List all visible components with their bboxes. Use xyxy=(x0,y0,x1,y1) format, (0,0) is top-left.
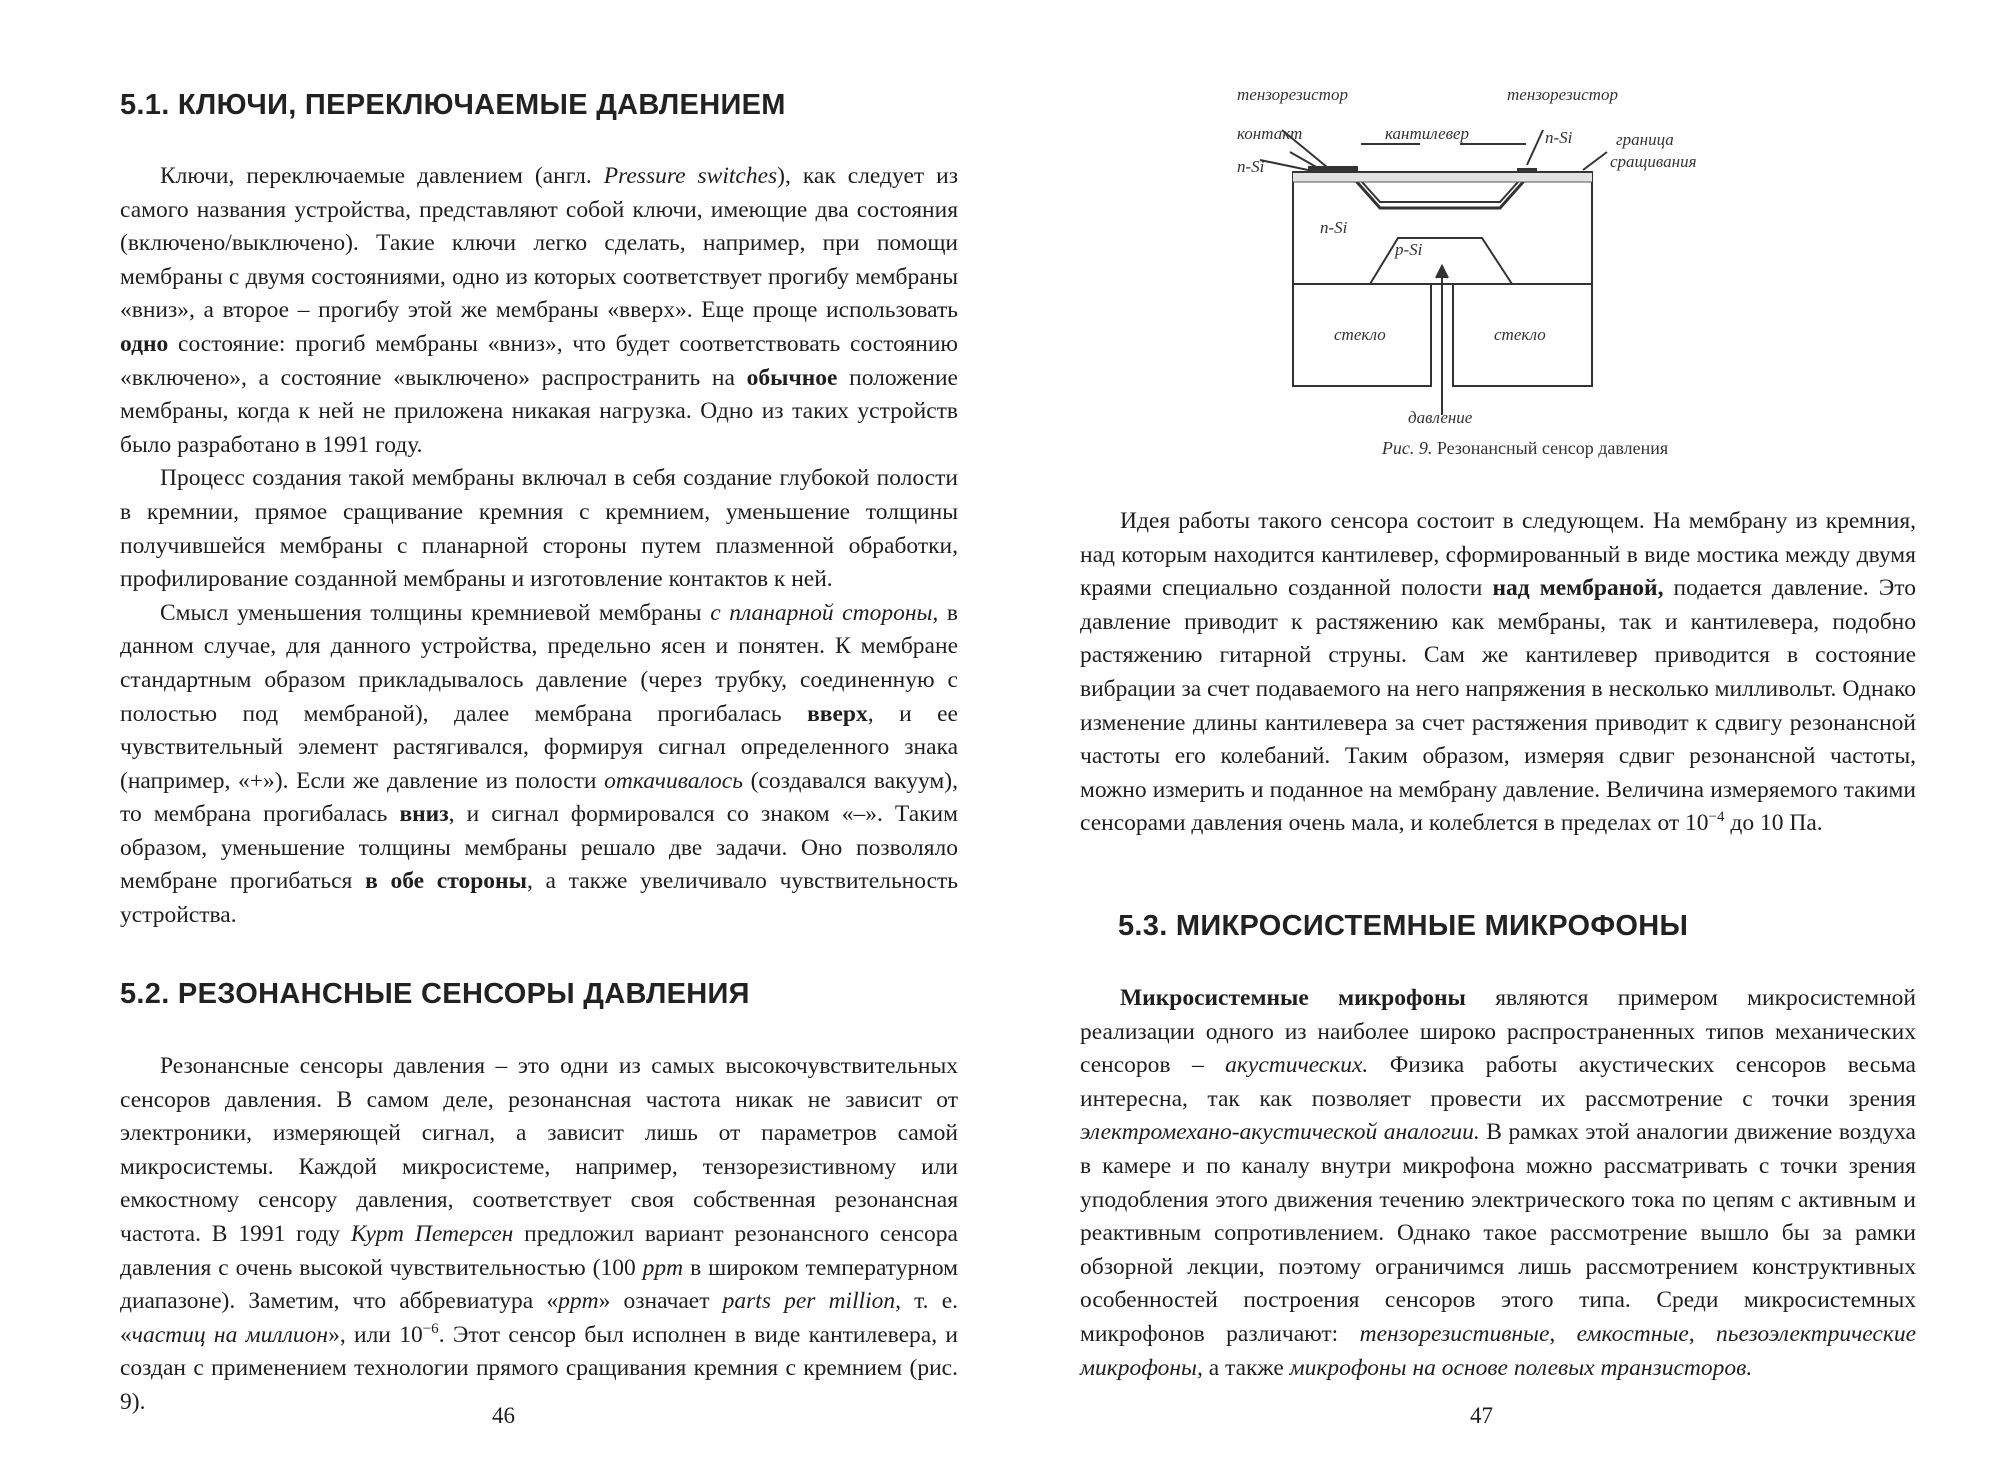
section-title-5-2: 5.2. РЕЗОНАНСНЫЕ СЕНСОРЫ ДАВЛЕНИЯ xyxy=(120,978,750,1010)
label-n-si-body: n-Si xyxy=(1320,218,1348,237)
label-pressure: давление xyxy=(1408,408,1473,427)
label-tensoresistor-left: тензорезистор xyxy=(1237,85,1348,104)
label-n-si-right: n-Si xyxy=(1545,128,1573,147)
label-p-si: p-Si xyxy=(1395,240,1423,259)
paragraph: Резонансные сенсоры давления – это одни из самых высокочувствительных сенсоров давления. В самом деле, резонансная частота никак не зависит от электроники, измеряющей сигнал, а зависит лишь от параметров самой микросистемы. Каждой микросистеме, например, тензорезистивному или емкостному сенсору давления, соответствует своя собственная резонансная частота. В 1991 году Курт Петерсен предложил вариант резонансного сенсора давления с очень высокой чувствительностью (100 ppm в широком температурном диапазоне). Заметим, что аббревиатура «ppm» означает parts per million, т. е. «частиц на миллион», или $10^{-6}$. Этот сенсор был исполнен в виде кантилевера, и создан с применением технологии прямого сращивания кремния с кремнием (рис. 9). xyxy=(120,1053,959,1415)
figure-caption: Рис. 9. Резонансный сенсор давления xyxy=(1381,438,1669,458)
label-n-si-left: n-Si xyxy=(1237,157,1265,176)
label-tensoresistor-right: тензорезистор xyxy=(1507,85,1618,104)
paragraph: Микросистемные микрофоны являются примером микросистемной реализации одного из наиболее широко распространенных типов механических сенсоров – акустических. Физика работы акустических сенсоров весьма интересна, так как позволяет провести их рассмотрение с точки зрения электромехано-акустической аналогии. В рамках этой аналогии движение воздуха в камере и по каналу внутри микрофона можно рассматривать с точки зрения уподобления этого движения течению электрического тока по цепям с активным и реактивным сопротивлением. Однако такое рассмотрение вышло бы за рамки обзорной лекции, поэтому ограничимся лишь рассмотрением конструктивных особенностей построения сенсоров этого типа. Среди микросистемных микрофонов различают: тензорезистивные, емкостные, пьезоэлектрические микрофоны, а также микрофоны на основе полевых транзисторов. xyxy=(1080,985,1917,1381)
idea-paragraph-block xyxy=(1080,505,1916,841)
paragraph: Смысл уменьшения толщины кремниевой мембраны с планарной стороны, в данном случае, для данного устройства, предельно ясен и понятен. К мембране стандартным образом прикладывалось давление (через трубку, соединенную с полостью под мембраной), далее мембрана прогибалась вверх, и ее чувствительный элемент растягивался, формируя сигнал определенного знака (например, «+»). Если же давление из полости откачивалось (создавался вакуум), то мембрана прогибалась вниз, и сигнал формировался со знаком «–». Таким образом, уменьшение толщины мембраны решало две задачи. Оно позволяло мембране прогибаться в обе стороны, а также увеличивало чувствительность устройства. xyxy=(120,599,958,929)
paragraph: Идея работы такого сенсора состоит в следующем. На мембрану из кремния, над которым находится кантилевер, сформированный в виде мостика между двумя краями специально созданной полости над мембраной, подается давление. Это давление приводит к растяжению как мембраны, так и кантилевера, подобно растяжению гитарной струны. Сам же кантилевер приводится в состояние вибрации за счет подаваемого на него напряжения в несколько милливольт. Однако изменение длины кантилевера за счет растяжения приводит к сдвигу резонансной частоты его колебаний. Таким образом, измеряя сдвиг резонансной частоты, можно измерить и поданное на мембрану давление. Величина измеряемого такими сенсорами давления очень мала, и колеблется в пределах от $10^{-4}$ до 10 Па. xyxy=(1080,508,1916,837)
section-5-2-body xyxy=(120,1050,958,1420)
label-boundary-1: граница xyxy=(1616,130,1674,149)
label-glass-right: стекло xyxy=(1494,325,1546,344)
section-5-3-body xyxy=(1080,982,1916,1385)
upper-cavity xyxy=(1362,182,1518,202)
label-contact: контакт xyxy=(1237,124,1303,143)
page-number-right: 47 xyxy=(1470,1403,1493,1428)
paragraph: Ключи, переключаемые давлением (англ. Pressure switches), как следует из самого названия устройства, представляют собой ключи, имеющие два состояния (включено/выключено). Такие ключи легко сделать, например, при помощи мембраны с двумя состояниями, одно из которых соответствует прогибу мембраны «вниз», а второе – прогибу этой же мембраны «вверх». Еще проще использовать одно состояние: прогиб мембраны «вниз», что будет соответствовать состоянию «включено», а состояние «выключено» распространить на обычное положение мембраны, когда к ней не приложена никакая нагрузка. Одно из таких устройств было разработано в 1991 году. xyxy=(120,163,958,458)
section-5-1-body xyxy=(120,160,958,933)
figure-9 xyxy=(1080,80,1970,480)
right-page xyxy=(1080,0,1970,1484)
label-boundary-2: сращивания xyxy=(1610,152,1697,171)
section-title-5-3: 5.3. МИКРОСИСТЕМНЫЕ МИКРОФОНЫ xyxy=(1118,910,1689,942)
paragraph: Процесс создания такой мембраны включал в себя создание глубокой полости в кремнии, прямое сращивание кремния с кремнием, уменьшение толщины получившейся мембраны с планарной стороны путем плазменной обработки, профилирование созданной мембраны и изготовление контактов к ней. xyxy=(120,465,958,593)
section-title-5-1: 5.1. КЛЮЧИ, ПЕРЕКЛЮЧАЕМЫЕ ДАВЛЕНИЕМ xyxy=(120,89,786,121)
left-page xyxy=(120,0,1010,1484)
label-cantilever: кантилевер xyxy=(1385,124,1470,143)
page-number-left: 46 xyxy=(492,1403,515,1428)
label-glass-left: стекло xyxy=(1334,325,1386,344)
